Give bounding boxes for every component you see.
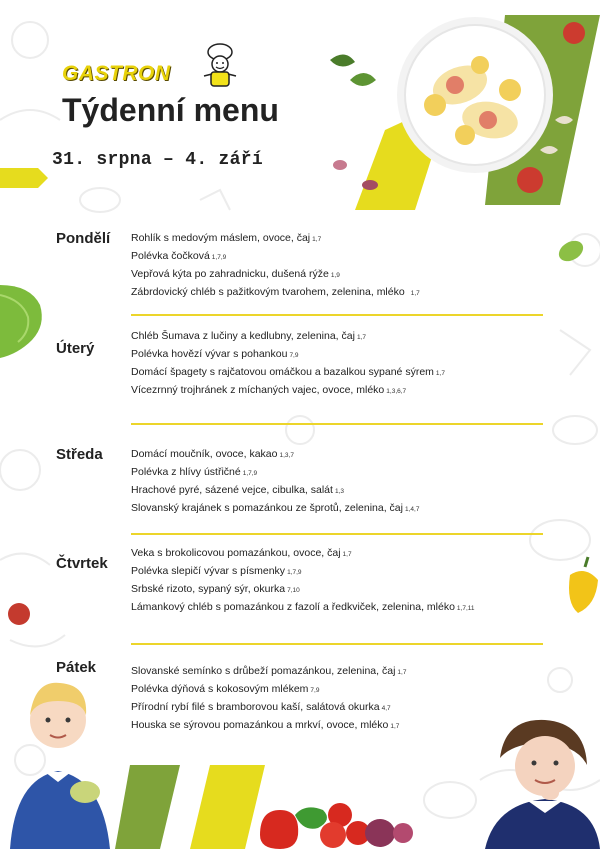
- yellow-accent-tab: [0, 168, 50, 188]
- day-name: Pátek: [56, 659, 97, 676]
- meal-item: Polévka dýňová s kokosovým mlékem 7,9: [131, 683, 320, 695]
- allergens: 1,7,11: [456, 605, 475, 612]
- page-title: Týdenní menu: [62, 92, 279, 128]
- allergens: 1,7,9: [287, 569, 302, 576]
- divider: [131, 423, 543, 425]
- tomato-icon: [5, 600, 33, 628]
- meal-item: Hrachové pyré, sázené vejce, cibulka, salát 1,3: [131, 484, 344, 496]
- allergens: 1,7: [397, 669, 407, 676]
- meal-item: Domácí špagety s rajčatovou omáčkou a bazalkou sypané sýrem 1,7: [131, 366, 445, 378]
- meal-item: Slovanský krajánek s pomazánkou ze šprotů, zelenina, čaj 1,4,7: [131, 502, 420, 514]
- date-range: 31. srpna – 4. září: [52, 150, 263, 170]
- meal-item: Srbské rizoto, sypaný sýr, okurka 7,10: [131, 583, 300, 595]
- allergens: 1,3,6,7: [386, 388, 407, 395]
- allergens: 1,7: [410, 290, 420, 297]
- brand-name: GASTRON: [62, 62, 171, 85]
- brand-logo: [62, 42, 262, 92]
- allergens: 1,3,7: [279, 452, 294, 459]
- meal-list: [131, 545, 475, 617]
- allergens: 1,7: [356, 334, 366, 341]
- meal-list: [131, 328, 445, 400]
- header-food-illustration: [310, 0, 600, 225]
- allergens: 4,7: [381, 705, 391, 712]
- allergens: 1,7: [435, 370, 445, 377]
- divider: [131, 314, 543, 316]
- meal-item: Slovanské semínko s drůbeží pomazánkou, zelenina, čaj 1,7: [131, 665, 407, 677]
- meal-item: Polévka slepičí vývar s písmenky 1,7,9: [131, 565, 302, 577]
- allergens: 1,7: [312, 236, 322, 243]
- chef-mascot-icon: [200, 42, 240, 92]
- meal-item: Lámankový chléb s pomazánkou z fazolí a ředkviček, zelenina, mléko 1,7,11: [131, 601, 475, 613]
- pepper-icon: [565, 555, 600, 615]
- meal-list: [131, 446, 419, 518]
- allergens: 1,3: [334, 488, 344, 495]
- meal-item: Chléb Šumava z lučiny a kedlubny, zelenina, čaj 1,7: [131, 330, 366, 342]
- meal-item: Vepřová kýta po zahradnicku, dušená rýže 1,9: [131, 268, 340, 280]
- meal-item: Domácí moučník, ovoce, kakao 1,3,7: [131, 448, 294, 460]
- day-name: Středa: [56, 446, 103, 463]
- child-girl-illustration: [470, 718, 600, 849]
- meal-item: Houska se sýrovou pomazánkou a mrkví, ovoce, mléko 1,7: [131, 719, 400, 731]
- allergens: 1,4,7: [404, 506, 420, 513]
- allergens: 1,7,9: [211, 254, 227, 261]
- meal-item: Zábrdovický chléb s pažitkovým tvarohem, zelenina, mléko 1,7: [131, 286, 420, 298]
- meal-item: Rohlík s medovým máslem, ovoce, čaj 1,7: [131, 232, 322, 244]
- allergens: 1,7: [342, 551, 352, 558]
- allergens: 7,10: [287, 587, 300, 594]
- divider: [131, 643, 543, 645]
- meal-item: Polévka hovězí vývar s pohankou 7,9: [131, 348, 299, 360]
- allergens: 7,9: [310, 687, 320, 694]
- meal-item: Polévka čočková 1,7,9: [131, 250, 227, 262]
- green-yellow-stripes: [115, 765, 265, 849]
- day-name: Úterý: [56, 340, 95, 357]
- divider: [131, 533, 543, 535]
- meal-item: Polévka z hlívy ústřičné 1,7,9: [131, 466, 258, 478]
- meal-item: Veka s brokolicovou pomazánkou, ovoce, čaj 1,7: [131, 547, 352, 559]
- allergens: 1,9: [330, 272, 340, 279]
- pea-pod-icon: [556, 236, 586, 266]
- day-name: Čtvrtek: [56, 555, 108, 572]
- allergens: 1,7: [390, 723, 400, 730]
- meal-list: [131, 663, 406, 735]
- day-name: Pondělí: [56, 230, 111, 247]
- meal-item: Vícezrnný trojhránek z míchaných vajec, ovoce, mléko 1,3,6,7: [131, 384, 407, 396]
- meal-list: [131, 230, 420, 302]
- lettuce-icon: [0, 280, 46, 360]
- vegetables-illustration: [255, 795, 415, 849]
- meal-item: Přírodní rybí filé s bramborovou kaší, salátová okurka 4,7: [131, 701, 391, 713]
- allergens: 7,9: [289, 352, 299, 359]
- allergens: 1,7,9: [242, 470, 258, 477]
